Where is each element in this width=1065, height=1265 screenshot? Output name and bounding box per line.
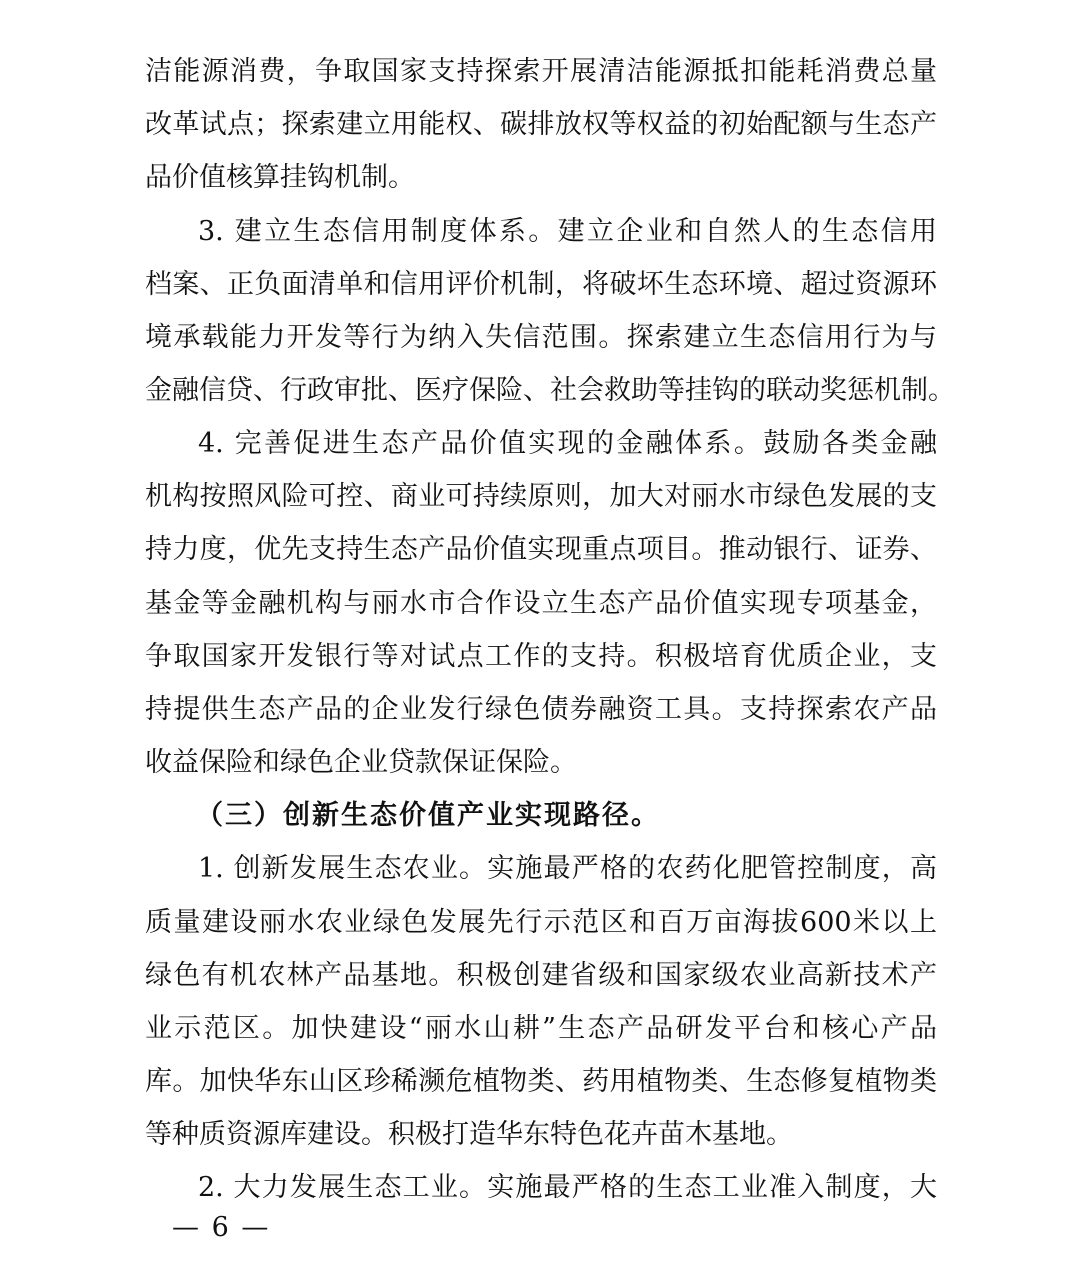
- text-line: 品价值核算挂钩机制。: [145, 162, 415, 193]
- text-line: 基金等金融机构与丽水市合作设立生态产品价值实现专项基金，: [145, 588, 937, 619]
- text-line: 持提供生态产品的企业发行绿色债券融资工具。支持探索农产品: [145, 694, 937, 725]
- text-line: 金融信贷、行政审批、医疗保险、社会救助等挂钩的联动奖惩机制。: [145, 375, 955, 406]
- text-line: 库。加快华东山区珍稀濒危植物类、药用植物类、生态修复植物类: [145, 1066, 937, 1097]
- text-line: 1. 创新发展生态农业。实施最严格的农药化肥管控制度，高: [198, 853, 937, 884]
- text-line: 档案、正负面清单和信用评价机制，将破坏生态环境、超过资源环: [145, 269, 937, 300]
- text-line: 洁能源消费，争取国家支持探索开展清洁能源抵扣能耗消费总量: [145, 56, 937, 87]
- text-line: 改革试点；探索建立用能权、碳排放权等权益的初始配额与生态产: [145, 109, 937, 140]
- section-heading: （三）创新生态价值产业实现路径。: [196, 800, 660, 831]
- text-line: 质量建设丽水农业绿色发展先行示范区和百万亩海拔600米以上: [145, 907, 937, 938]
- text-line: 持力度，优先支持生态产品价值实现重点项目。推动银行、证券、: [145, 534, 937, 565]
- text-line: 绿色有机农林产品基地。积极创建省级和国家级农业高新技术产: [145, 960, 937, 991]
- text-line: 争取国家开发银行等对试点工作的支持。积极培育优质企业，支: [145, 641, 937, 672]
- page-number: — 6 —: [172, 1212, 271, 1243]
- text-line: 机构按照风险可控、商业可持续原则，加大对丽水市绿色发展的支: [145, 481, 937, 512]
- text-line: 收益保险和绿色企业贷款保证保险。: [145, 747, 577, 778]
- text-line: 2. 大力发展生态工业。实施最严格的生态工业准入制度，大: [198, 1172, 937, 1203]
- text-line: 境承载能力开发等行为纳入失信范围。探索建立生态信用行为与: [145, 322, 937, 353]
- text-line: 等种质资源库建设。积极打造华东特色花卉苗木基地。: [145, 1119, 793, 1150]
- text-line: 4. 完善促进生态产品价值实现的金融体系。鼓励各类金融: [198, 428, 937, 459]
- text-line: 业示范区。加快建设“丽水山耕”生态产品研发平台和核心产品: [145, 1013, 937, 1044]
- text-line: 3. 建立生态信用制度体系。建立企业和自然人的生态信用: [198, 216, 937, 247]
